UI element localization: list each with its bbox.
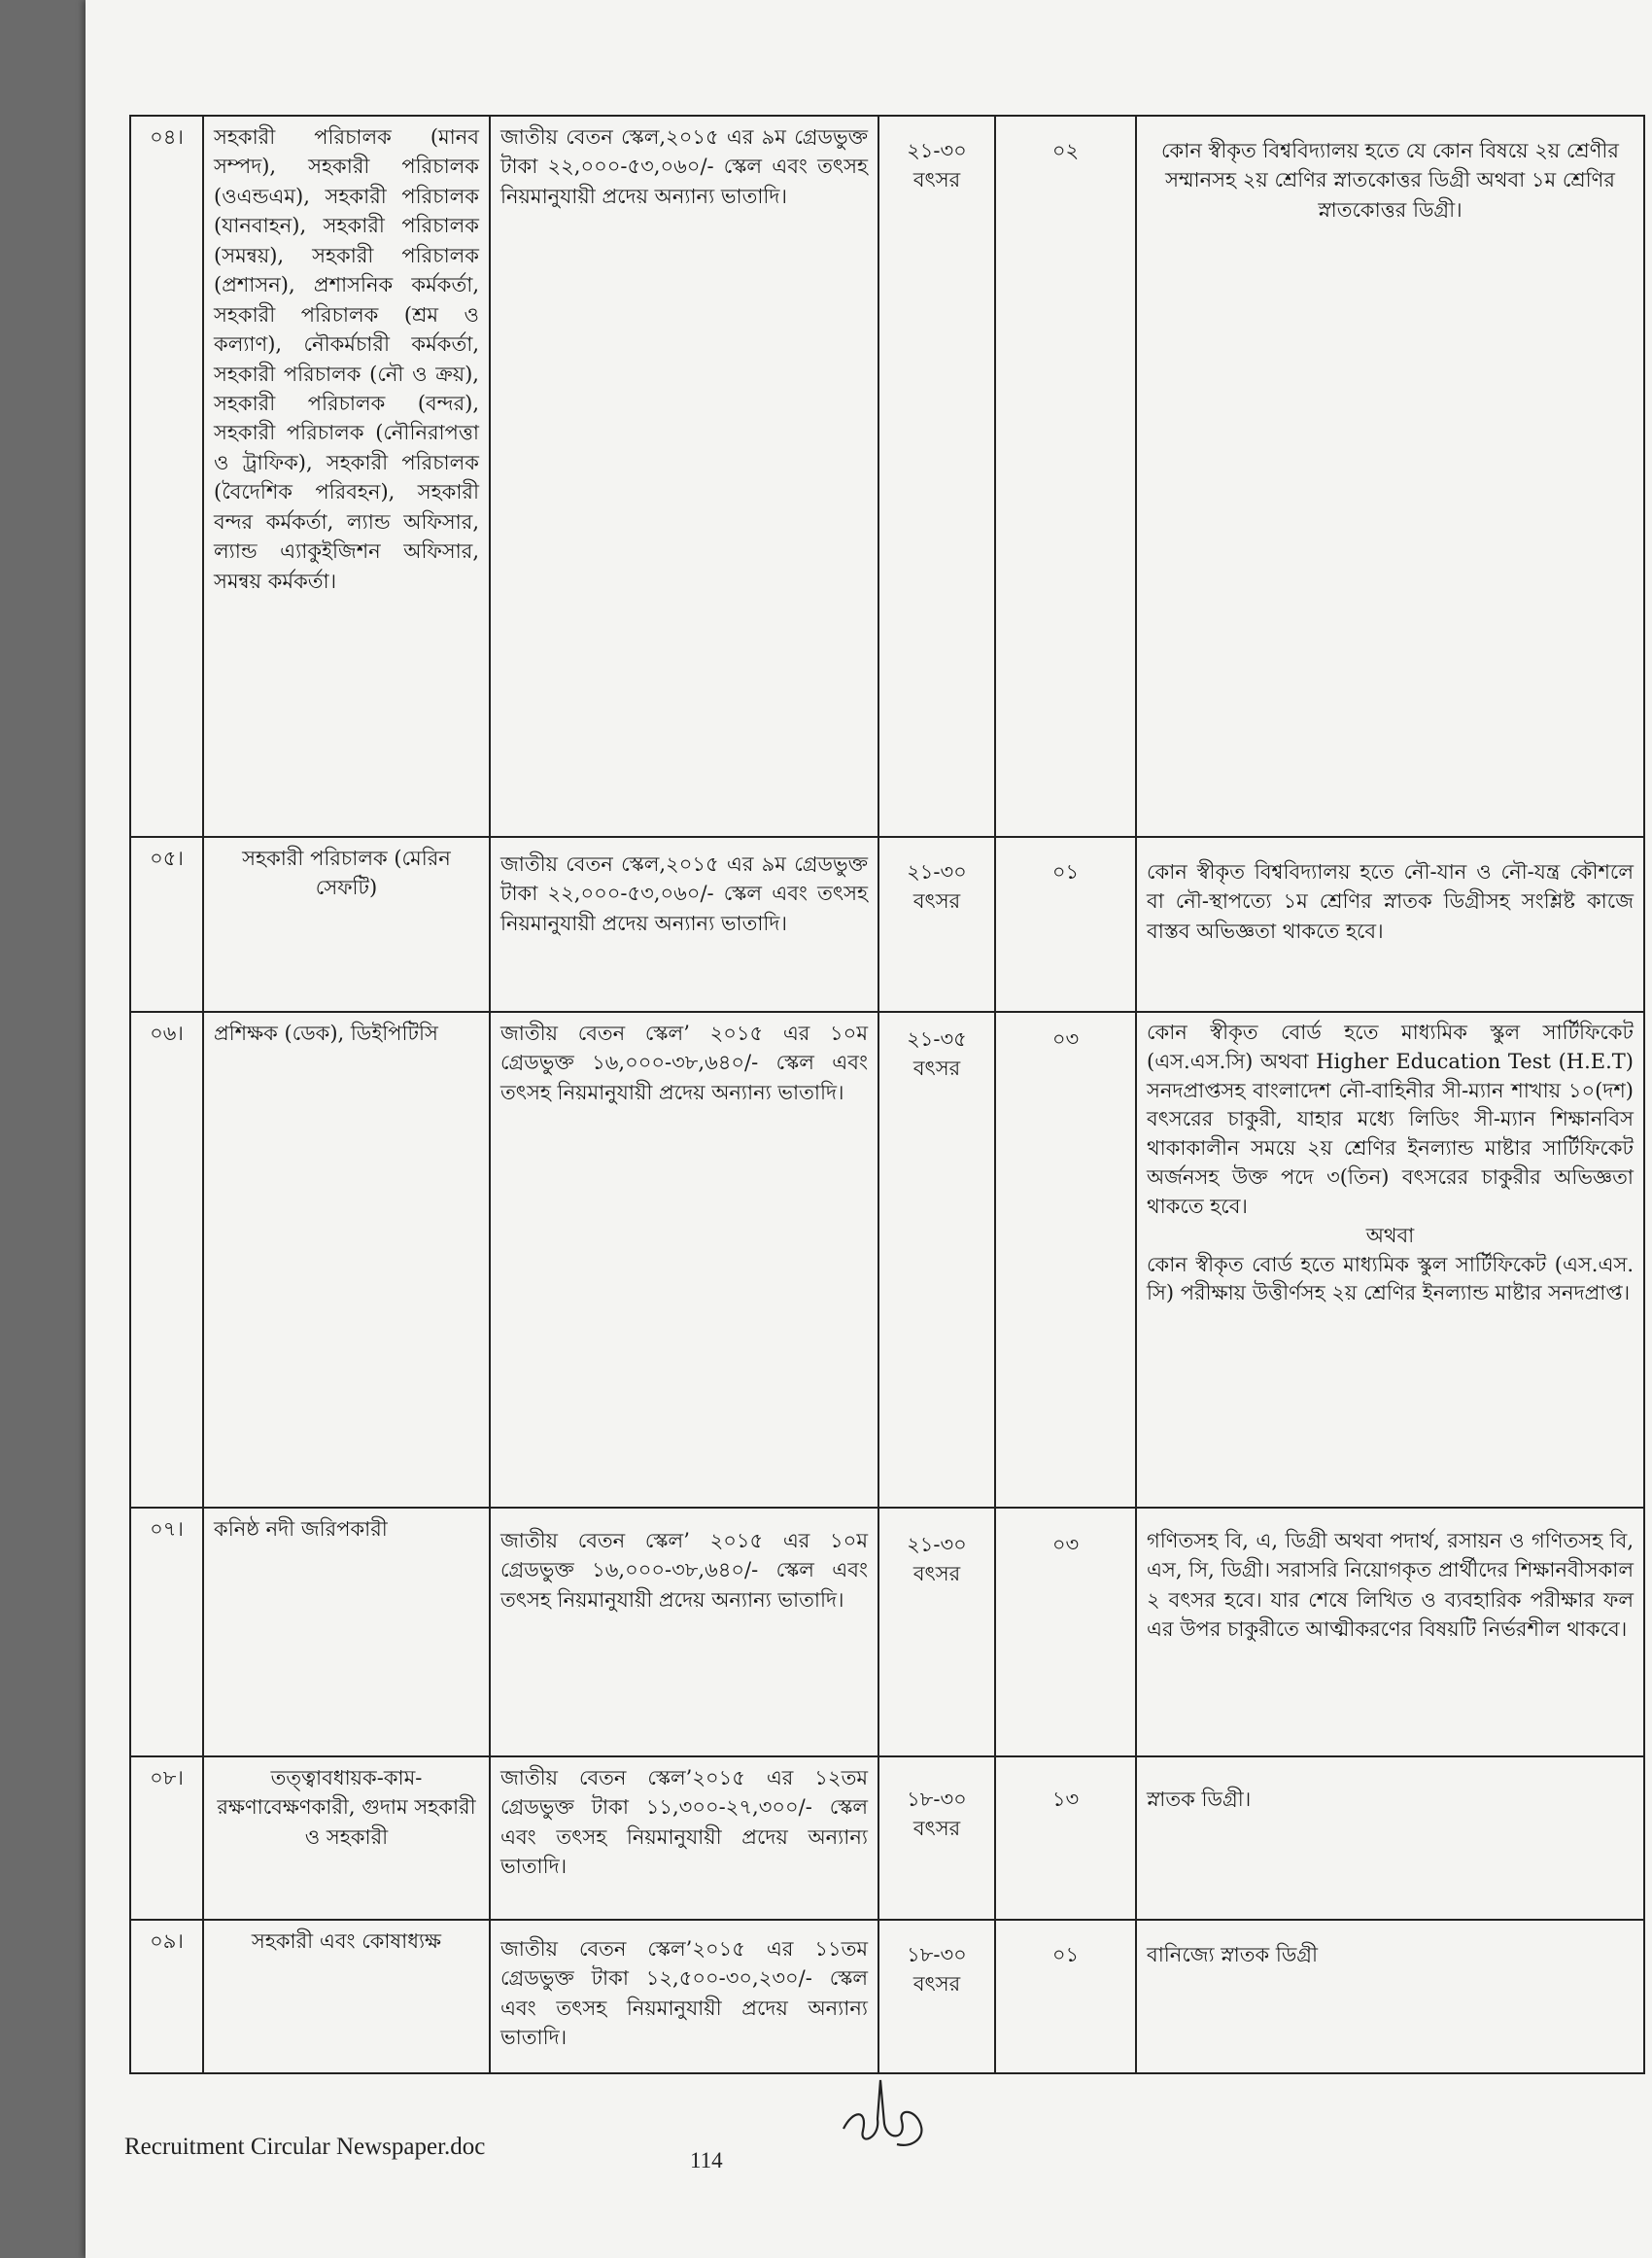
table-row xyxy=(129,1011,1645,1509)
pay-scale-cell: জাতীয় বেতন স্কেল’২০১৫ এর ১২তম গ্রেডভুক্ত টাকা ১১,৩০০-২৭,৩০০/- স্কেল এবং তৎসহ নিয়মানুযায়ী প্রদেয় অন্যান্য ভাতাদি। xyxy=(489,1757,878,1921)
qualification-cell: কোন স্বীকৃত বিশ্ববিদ্যালয় হতে নৌ-যান ও নৌ-যন্ত্র কৌশলে বা নৌ-স্থাপত্যে ১ম শ্রেণির স্নাতক ডিগ্রীসহ সংশ্লিষ্ট কাজে বাস্তব অভিজ্ঞতা থাকতে হবে। xyxy=(1135,838,1645,1013)
post-count-cell: ০৩ xyxy=(994,1013,1135,1509)
qualification-cell: বানিজ্যে স্নাতক ডিগ্রী xyxy=(1135,1921,1645,2074)
post-count-cell: ০১ xyxy=(994,1921,1135,2074)
qualification-cell: কোন স্বীকৃত বিশ্ববিদ্যালয় হতে যে কোন বিষয়ে ২য় শ্রেণীর সম্মানসহ ২য় শ্রেণির স্নাতকোত্তর ডিগ্রী অথবা ১ম শ্রেণির স্নাতকোত্তর ডিগ্রী। xyxy=(1135,117,1645,838)
post-name-cell: সহকারী এবং কোষাধ্যক্ষ xyxy=(202,1921,489,2074)
serial-cell: ০৭। xyxy=(129,1509,202,1757)
serial-cell: ০৮। xyxy=(129,1757,202,1921)
post-count-cell: ০১ xyxy=(994,838,1135,1013)
age-limit-cell: ১৮-৩০ বৎসর xyxy=(878,1757,994,1921)
pay-scale-cell: জাতীয় বেতন স্কেল,২০১৫ এর ৯ম গ্রেডভুক্ত টাকা ২২,০০০-৫৩,০৬০/- স্কেল এবং তৎসহ নিয়মানুযায়ী প্রদেয় অন্যান্য ভাতাদি। xyxy=(489,838,878,1013)
page-number: 114 xyxy=(690,2148,723,2172)
post-name-cell: সহকারী পরিচালক (মেরিন সেফটি) xyxy=(202,838,489,1013)
post-count-cell: ০৩ xyxy=(994,1509,1135,1757)
age-limit-cell: ২১-৩০ বৎসর xyxy=(878,838,994,1013)
serial-cell: ০৯। xyxy=(129,1921,202,2074)
post-name-cell: কনিষ্ঠ নদী জরিপকারী xyxy=(202,1509,489,1757)
post-count-cell: ০২ xyxy=(994,117,1135,838)
pay-scale-cell: জাতীয় বেতন স্কেল,২০১৫ এর ৯ম গ্রেডভুক্ত টাকা ২২,০০০-৫৩,০৬০/- স্কেল এবং তৎসহ নিয়মানুযায়ী প্রদেয় অন্যান্য ভাতাদি। xyxy=(489,117,878,838)
serial-cell: ০৬। xyxy=(129,1013,202,1509)
qualification-text-alt: কোন স্বীকৃত বোর্ড হতে মাধ্যমিক স্কুল সার্টিফিকেট (এস.এস. সি) পরীক্ষায় উত্তীর্ণসহ ২য় শ্রেণির ইনল্যান্ড মাষ্টার সনদপ্রাপ্ত। xyxy=(1147,1252,1634,1305)
table-row xyxy=(129,115,1645,838)
age-limit-cell: ১৮-৩০ বৎসর xyxy=(878,1921,994,2074)
qualification-text: কোন স্বীকৃত বোর্ড হতে মাধ্যমিক স্কুল সার্টিফিকেট (এস.এস.সি) অথবা Higher Education Test (H.E.T) সনদপ্রাপ্তসহ বাংলাদেশ নৌ-বাহিনীর সী-ম্যান শাখায় ১০(দশ) বৎসরের চাকুরী, যাহার মধ্যে লিডিং সী-ম্যান শিক্ষানবিস থাকাকালীন সময়ে ২য় শ্রেণির ইনল্যান্ড মাষ্টার সার্টিফিকেট অর্জনসহ উক্ত পদে ৩(তিন) বৎসরের চাকুরীর অভিজ্ঞতা থাকতে হবে। xyxy=(1147,1021,1634,1218)
pay-scale-cell: জাতীয় বেতন স্কেল’ ২০১৫ এর ১০ম গ্রেডভুক্ত ১৬,০০০-৩৮,৬৪০/- স্কেল এবং তৎসহ নিয়মানুযায়ী প্রদেয় অন্যান্য ভাতাদি। xyxy=(489,1509,878,1757)
qualification-cell xyxy=(1135,1013,1645,1509)
qualification-cell: স্নাতক ডিগ্রী। xyxy=(1135,1757,1645,1921)
table-row xyxy=(129,1919,1645,2074)
footer-filename: Recruitment Circular Newspaper.doc xyxy=(124,2134,486,2160)
age-limit-cell: ২১-৩০ বৎসর xyxy=(878,117,994,838)
age-limit-cell: ২১-৩৫ বৎসর xyxy=(878,1013,994,1509)
age-limit-cell: ২১-৩০ বৎসর xyxy=(878,1509,994,1757)
table-row xyxy=(129,836,1645,1013)
qualification-cell: গণিতসহ বি, এ, ডিগ্রী অথবা পদার্থ, রসায়ন ও গণিতসহ বি, এস, সি, ডিগ্রী। সরাসরি নিয়োগকৃত প্রার্থীদের শিক্ষানবীসকাল ২ বৎসর হবে। যার শেষে লিখিত ও ব্যবহারিক পরীক্ষার ফল এর উপর চাকুরীতে আত্মীকরণের বিষয়টি নির্ভরশীল থাকবে। xyxy=(1135,1509,1645,1757)
post-name-cell: তত্ত্বাবধায়ক-কাম-রক্ষণাবেক্ষণকারী, গুদাম সহকারী ও সহকারী xyxy=(202,1757,489,1921)
serial-cell: ০৪। xyxy=(129,117,202,838)
post-name-cell: প্রশিক্ষক (ডেক), ডিইপিটিসি xyxy=(202,1013,489,1509)
post-count-cell: ১৩ xyxy=(994,1757,1135,1921)
serial-cell: ০৫। xyxy=(129,838,202,1013)
qualification-or: অথবা xyxy=(1365,1223,1415,1247)
post-name-cell: সহকারী পরিচালক (মানব সম্পদ), সহকারী পরিচালক (ওএন্ডএম), সহকারী পরিচালক (যানবাহন), সহকারী পরিচালক (সমন্বয়), সহকারী পরিচালক (প্রশাসন), প্রশাসনিক কর্মকর্তা, সহকারী পরিচালক (শ্রম ও কল্যাণ), নৌকর্মচারী কর্মকর্তা, সহকারী পরিচালক (নৌ ও ক্রয়), সহকারী পরিচালক (বন্দর), সহকারী পরিচালক (নৌনিরাপত্তা ও ট্রাফিক), সহকারী পরিচালক (বৈদেশিক পরিবহন), সহকারী বন্দর কর্মকর্তা, ল্যান্ড অফিসার, ল্যান্ড এ্যাকুইজিশন অফিসার, সমন্বয় কর্মকর্তা। xyxy=(202,117,489,838)
table-row xyxy=(129,1507,1645,1757)
document-page xyxy=(86,0,1652,2258)
pay-scale-cell: জাতীয় বেতন স্কেল’ ২০১৫ এর ১০ম গ্রেডভুক্ত ১৬,০০০-৩৮,৬৪০/- স্কেল এবং তৎসহ নিয়মানুযায়ী প্রদেয় অন্যান্য ভাতাদি। xyxy=(489,1013,878,1509)
pay-scale-cell: জাতীয় বেতন স্কেল’২০১৫ এর ১১তম গ্রেডভুক্ত টাকা ১২,৫০০-৩০,২৩০/- স্কেল এবং তৎসহ নিয়মানুযায়ী প্রদেয় অন্যান্য ভাতাদি। xyxy=(489,1921,878,2074)
table-row xyxy=(129,1755,1645,1921)
signature-mark xyxy=(824,2070,941,2158)
